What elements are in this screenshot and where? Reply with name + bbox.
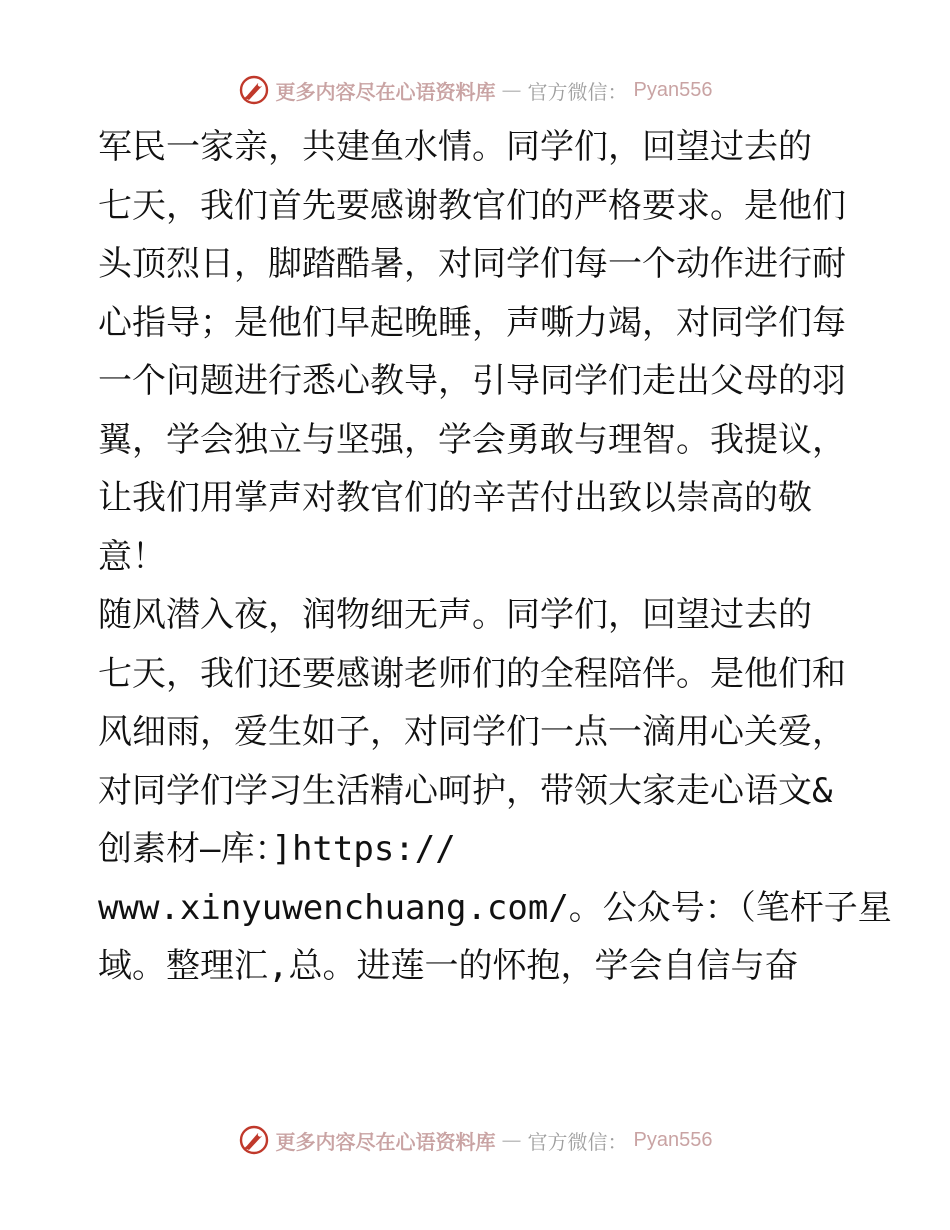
footer-watermark (0, 1120, 950, 1160)
text-line: 七天，我们首先要感谢教官们的严格要求。是他们 (98, 185, 846, 226)
watermark-dash: — (501, 78, 522, 102)
text-line: 随风潜入夜，润物细无声。同学们，回望过去的 (98, 595, 812, 635)
watermark-dash: — (501, 1128, 522, 1152)
header-watermark (0, 70, 950, 110)
text-line: 让我们用掌声对教官们的辛苦付出致以崇高的敬 (98, 478, 812, 518)
text-line: 头顶烈日，脚踏酷暑，对同学们每一个动作进行耐 (98, 244, 846, 284)
pen-circle-logo-icon (238, 74, 270, 106)
text-line: 对同学们学习生活精心呵护，带领大家走心语文& (98, 770, 833, 811)
watermark-account-label: 官方微信： (527, 79, 628, 104)
watermark-account-id: Pyan556 (633, 78, 713, 101)
watermark-text: 更多内容尽在心语资料库 (275, 79, 496, 104)
text-line: 军民一家亲，共建鱼水情。同学们，回望过去的 (98, 127, 812, 167)
text-line: 心指导；是他们早起晚睡，声嘶力竭，对同学们每 (98, 302, 846, 343)
paragraph (98, 118, 858, 586)
text-line: 七天，我们还要感谢老师们的全程陪伴。是他们和 (98, 653, 846, 694)
text-line: 翼，学会独立与坚强，学会勇敢与理智。我提议， (98, 419, 846, 460)
text-line: www.xinyuwenchuang.com/。公众号：（笔杆子星 (98, 887, 892, 928)
text-line: 创素材—库：]https:// (98, 829, 456, 869)
watermark-account-label: 官方微信： (527, 1129, 628, 1154)
watermark-text: 更多内容尽在心语资料库 (275, 1129, 496, 1154)
text-line: 意！ (98, 536, 166, 577)
paragraph (98, 586, 892, 996)
watermark-account-id: Pyan556 (633, 1128, 713, 1151)
body-text (98, 118, 892, 996)
pen-circle-logo-icon (238, 1124, 270, 1156)
text-line: 域。整理汇,总。进莲一的怀抱，学会自信与奋 (98, 946, 799, 986)
text-line: 一个问题进行悉心教导，引导同学们走出父母的羽 (98, 361, 846, 401)
text-line: 风细雨，爱生如子，对同学们一点一滴用心关爱， (98, 712, 846, 752)
